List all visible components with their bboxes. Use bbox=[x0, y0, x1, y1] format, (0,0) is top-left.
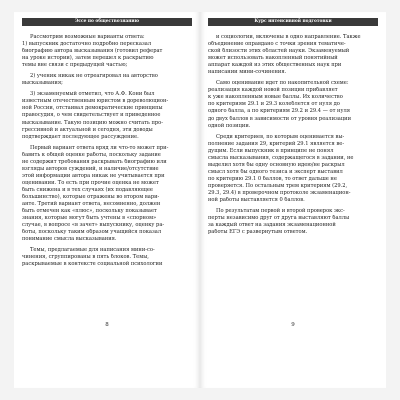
text-line: понимание смысла высказывания. bbox=[22, 236, 117, 243]
text-line: 1) выпускник достаточно подробно пересказал bbox=[22, 41, 152, 48]
book-spread bbox=[14, 12, 386, 388]
left-running-header: Эссе по обществознанию bbox=[22, 18, 192, 26]
text-line: оценивании. То есть при прочие оценка не может bbox=[22, 179, 159, 186]
text-line: перты независимо друг от друга выставляют баллы bbox=[208, 215, 350, 222]
text-line: По результатам первой и второй проверок экс- bbox=[216, 208, 345, 215]
paragraph bbox=[208, 208, 378, 236]
text-line: случае, в вопросе «в зачет» выпускнику, оценку ра- bbox=[22, 222, 165, 229]
text-line: проверяется. По остальным трем критериям (29.2, bbox=[208, 182, 348, 189]
text-line: до двух баллов в зависимости от уровня реализации bbox=[208, 115, 352, 122]
text-line: по критериям 29.1 и 29.3 колеблется от нуля до bbox=[208, 101, 340, 108]
text-line: ной работы выставляется 0 баллов. bbox=[208, 197, 305, 204]
text-line: дущим. Если выпускник в принципе не понял bbox=[208, 147, 334, 154]
text-line: Среди критериев, по которым оценивается вы- bbox=[216, 133, 345, 140]
paragraph bbox=[208, 34, 378, 76]
text-line: правосудия, о чем свидетельствует и приведенное bbox=[22, 112, 161, 119]
text-line: этой информации автора никак не учитывается при bbox=[22, 172, 165, 179]
text-line: за каждый ответ на задания экзаменационной bbox=[208, 222, 336, 229]
text-line: выделил хотя бы одну основную идею/не раскрыл bbox=[208, 161, 345, 168]
text-line: 3) экзаменуемый отметил, что А.Ф. Кони был bbox=[30, 91, 155, 98]
text-line: чинения, сгруппированы в пять блоков. Темы, bbox=[22, 254, 149, 261]
text-line: Первый вариант ответа вряд ли что-то может при- bbox=[30, 144, 169, 151]
text-line: может использовать накопленный понятийный bbox=[208, 55, 338, 62]
text-line: бавить к общей оценке работы, поскольку задание bbox=[22, 151, 161, 158]
text-line: быть отмечен как «плюс», поскольку показывает bbox=[22, 208, 157, 215]
text-line: грессивной и актуальной и сегодня, эти доводы bbox=[22, 126, 153, 133]
text-line: к уже накопленным новые баллы. Их количество bbox=[208, 94, 343, 101]
text-line: смысла высказывания, содержащегося в задании, не bbox=[208, 154, 354, 161]
text-line: и социологии, включены в одно направление. Также bbox=[216, 34, 361, 40]
left-page bbox=[14, 12, 200, 388]
paragraph bbox=[208, 134, 378, 204]
text-line: биографию автора высказывания (готовил реферат bbox=[22, 48, 163, 55]
paragraph bbox=[22, 247, 192, 268]
text-line: известным отечественным юристом в дореволюцион- bbox=[22, 98, 169, 105]
text-line: быть снижена и в тех случаях (их подавляющее bbox=[22, 186, 153, 193]
text-line: одного балла, а по критериям 29.2 и 29.4 — от нуля bbox=[208, 108, 351, 115]
text-line: одной позиции. bbox=[208, 122, 251, 129]
right-page-text bbox=[208, 34, 378, 236]
text-line: подтверждает последующее рассуждение. bbox=[22, 133, 139, 140]
paragraph bbox=[22, 34, 192, 69]
paragraph bbox=[208, 80, 378, 129]
text-line: написании мини-сочинения. bbox=[208, 69, 287, 76]
text-line: большинство), которые отражены во втором вари- bbox=[22, 193, 160, 200]
text-line: не содержит требования раскрывать биографию или bbox=[22, 158, 167, 165]
text-line: на уроке истории), затем перешел к раскрытию bbox=[22, 55, 154, 62]
right-page-number: 9 bbox=[291, 322, 295, 328]
text-line: полнение задания 29, критерий 29.1 является ве- bbox=[208, 140, 345, 147]
text-line: Темы, предлагаемые для написания мини-со- bbox=[30, 247, 155, 254]
text-line: знания, которые могут быть учтены в «спорном» bbox=[22, 215, 157, 222]
text-line: Само оценивание идет по накопительной схеме: bbox=[216, 80, 349, 87]
text-line: раскрываемые в контексте социальной психологии bbox=[22, 261, 163, 268]
text-line: реализация каждой новой позиции прибавляет bbox=[208, 87, 338, 94]
text-line: Рассмотрим возможные варианты ответа: bbox=[30, 34, 145, 40]
text-line: ской близости этих областей науки. Экзаменуемый bbox=[208, 48, 350, 55]
left-page-number: 8 bbox=[105, 322, 109, 328]
text-line: темы вне связи с предыдущей частью; bbox=[22, 62, 128, 69]
text-line: взгляды авторов суждений, и наличие/отсутствие bbox=[22, 165, 159, 172]
text-line: смысл хотя бы одного тезиса и эксперт выставил bbox=[208, 168, 343, 175]
paragraph bbox=[22, 145, 192, 244]
text-line: высказывание. Такую позицию можно считать про- bbox=[22, 119, 164, 126]
text-line: боты, поскольку таким образом учащийся показал bbox=[22, 229, 162, 236]
text-line: 2) ученик никак не отреагировал на авторство bbox=[30, 73, 158, 80]
text-line: объединение оправдано с точки зрения тематиче- bbox=[208, 41, 346, 48]
text-line: ной России, отстаивал демократические принципы bbox=[22, 105, 163, 112]
text-line: аппарат каждой из этих общественных наук при bbox=[208, 62, 342, 69]
paragraph bbox=[22, 91, 192, 140]
left-page-text bbox=[22, 34, 192, 268]
text-line: по критерию 29.1 0 баллов, то ответ дальше не bbox=[208, 175, 337, 182]
right-page bbox=[200, 12, 386, 388]
text-line: анте. Третий вариант ответа, несомненно, должен bbox=[22, 201, 161, 208]
text-line: работы ЕГЭ с развернутым ответом. bbox=[208, 229, 308, 236]
right-running-header: Курс интенсивной подготовки bbox=[208, 18, 378, 26]
text-line: высказывания; bbox=[22, 80, 63, 87]
text-line: 29.3, 29.4) в проверочном протоколе экзаменацион- bbox=[208, 189, 351, 196]
paragraph bbox=[22, 73, 192, 87]
